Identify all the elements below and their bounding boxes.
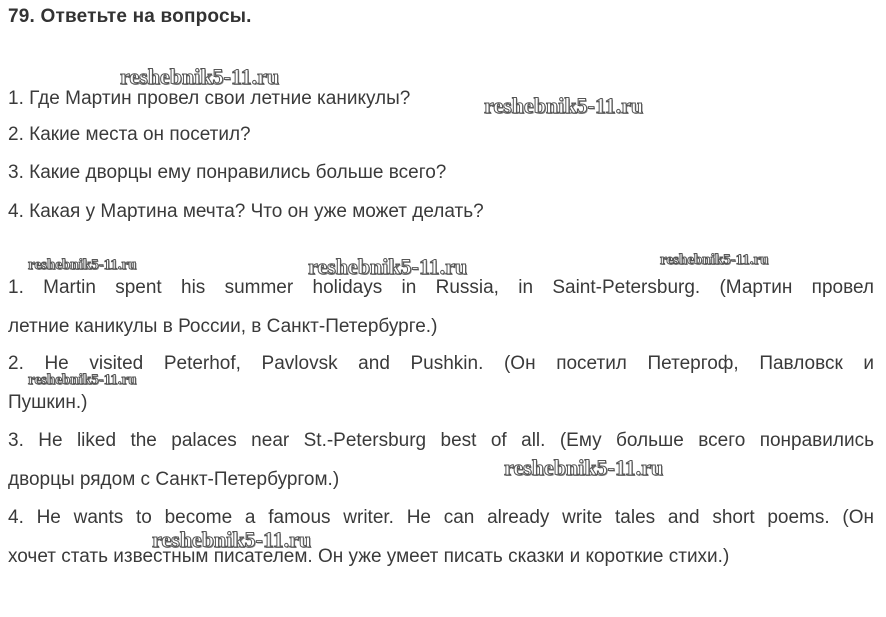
answer-4-line-1: 4. He wants to become a famous writer. He can already write tales and short poems. (Он: [8, 507, 874, 528]
watermark: reshebnik5-11.ru: [308, 254, 468, 279]
watermark: reshebnik5-11.ru: [660, 252, 769, 268]
question-3: 3. Какие дворцы ему понравились больше всего?: [8, 162, 447, 183]
watermark: reshebnik5-11.ru: [484, 93, 644, 118]
watermark: reshebnik5-11.ru: [120, 64, 280, 89]
question-4: 4. Какая у Мартина мечта? Что он уже может делать?: [8, 201, 484, 222]
answer-1-line-2: летние каникулы в России, в Санкт-Петербурге.): [8, 316, 438, 337]
question-2: 2. Какие места он посетил?: [8, 124, 251, 145]
watermark: reshebnik5-11.ru: [152, 527, 312, 552]
answer-1-line-1: 1. Martin spent his summer holidays in Russia, in Saint-Petersburg. (Мартин провел: [8, 277, 874, 298]
answer-4-line-2: хочет стать известным писателем. Он уже умеет писать сказки и короткие стихи.): [8, 546, 730, 567]
watermark: reshebnik5-11.ru: [28, 257, 137, 273]
question-1: 1. Где Мартин провел свои летние каникулы?: [8, 88, 411, 109]
answer-3-line-1: 3. He liked the palaces near St.-Petersburg best of all. (Ему больше всего понравились: [8, 430, 874, 451]
watermark: reshebnik5-11.ru: [28, 372, 137, 388]
answer-3-line-2: дворцы рядом с Санкт-Петербургом.): [8, 469, 340, 490]
watermark: reshebnik5-11.ru: [504, 455, 664, 480]
answer-2-line-1: 2. He visited Peterhof, Pavlovsk and Pushkin. (Он посетил Петергоф, Павловск и: [8, 353, 874, 374]
answer-2-line-2: Пушкин.): [8, 392, 88, 413]
exercise-title: 79. Ответьте на вопросы.: [8, 6, 252, 27]
